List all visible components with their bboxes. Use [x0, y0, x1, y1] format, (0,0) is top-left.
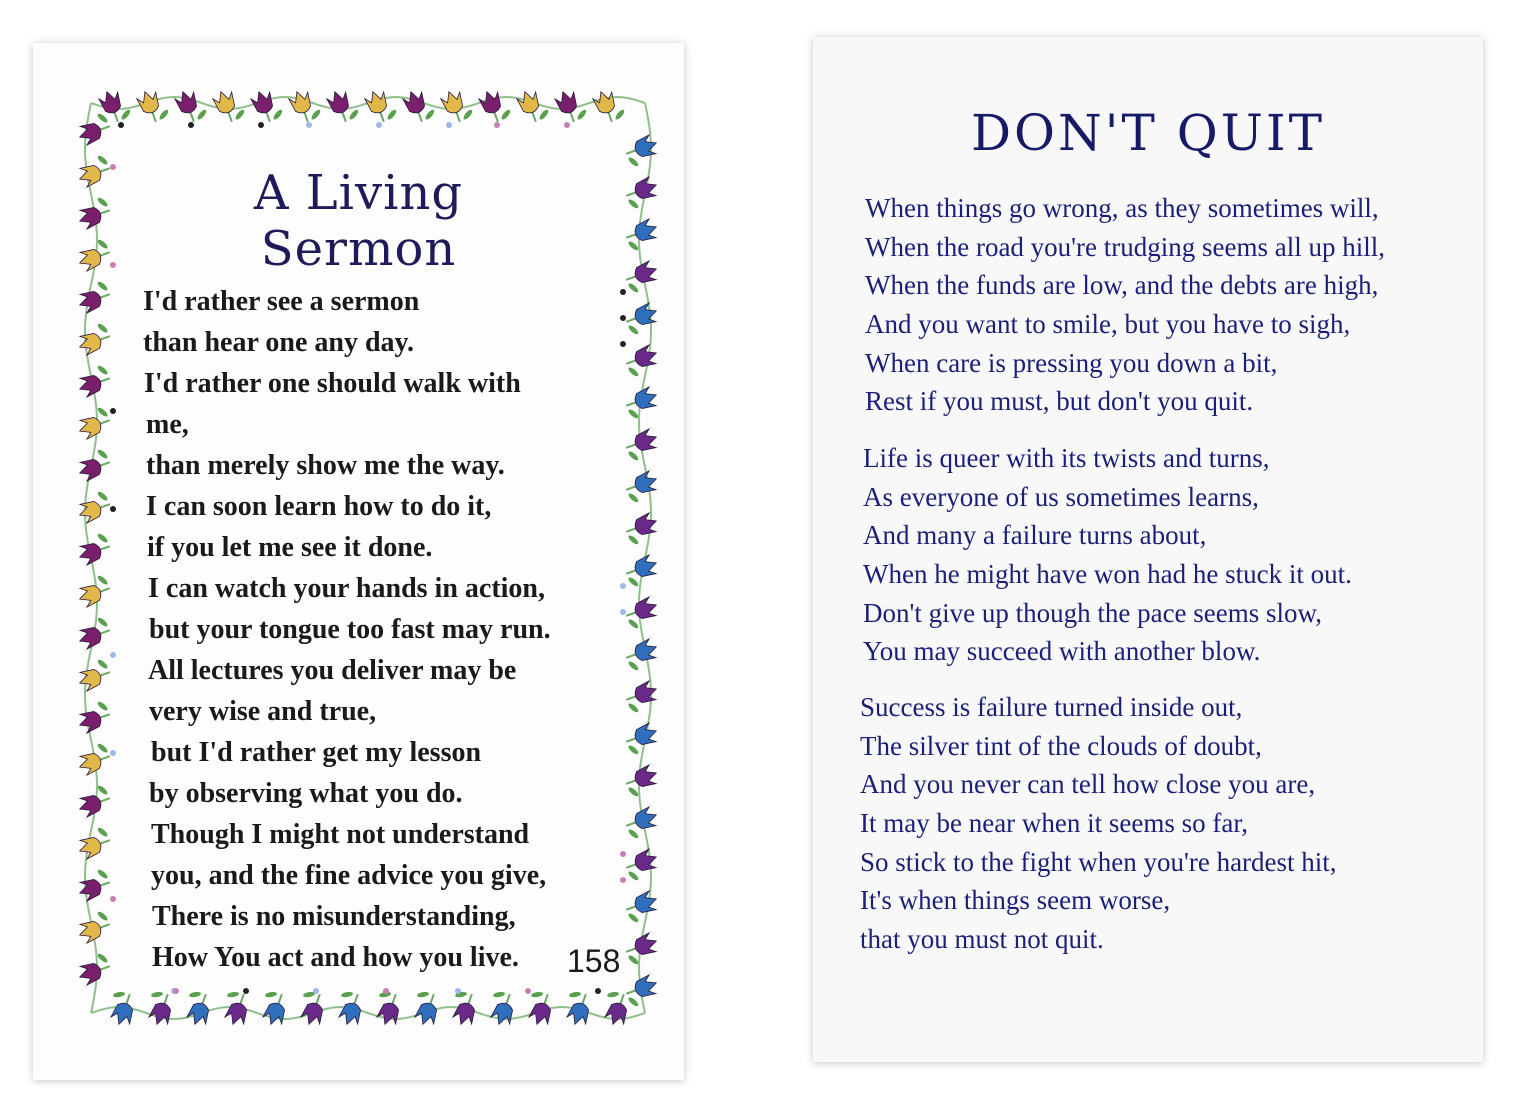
tulip-flower	[622, 511, 662, 547]
poem-line: All lectures you deliver may be	[148, 655, 517, 686]
tulip-flower	[211, 86, 247, 126]
left-card-title-line-1: A Living	[253, 165, 464, 221]
decorative-dot	[376, 122, 382, 128]
poem-line: very wise and true,	[149, 696, 377, 727]
decorative-dot	[313, 988, 319, 994]
poem-line: than hear one any day.	[143, 327, 414, 358]
stanza	[860, 688, 1337, 959]
poem-line: When the funds are low, and the debts are high,	[865, 270, 1379, 301]
poem-line: I'd rather one should walk with	[144, 368, 521, 399]
poem-line: I'd rather see a sermon	[143, 286, 420, 317]
decorative-dot	[110, 408, 116, 414]
poem-line: by observing what you do.	[149, 778, 463, 809]
decorative-dot	[243, 988, 249, 994]
dont-quit-card	[813, 37, 1483, 1062]
poem-line: So stick to the fight when you're hardest hit,	[860, 846, 1337, 877]
tulip-flower	[74, 488, 114, 524]
decorative-dot	[110, 896, 116, 902]
poem-line: you, and the fine advice you give,	[151, 860, 547, 891]
tulip-flower	[74, 110, 114, 146]
tulip-flower	[74, 530, 114, 566]
tulip-flower	[363, 86, 399, 126]
tulip-flower	[74, 614, 114, 650]
poem-line: I can soon learn how to do it,	[146, 491, 492, 522]
poem-line: Don't give up though the pace seems slow,	[863, 597, 1323, 628]
decorative-dot	[188, 122, 194, 128]
tulip-flower	[74, 950, 114, 986]
poem-line: When he might have won had he stuck it out.	[863, 559, 1352, 590]
tulip-flower	[622, 889, 662, 925]
tulip-flower	[591, 86, 627, 126]
tulip-flower	[622, 553, 662, 589]
poem-line: As everyone of us sometimes learns,	[863, 481, 1259, 512]
tulip-flower	[74, 866, 114, 902]
poem-line: When things go wrong, as they sometimes will,	[865, 193, 1379, 223]
tulip-flower	[74, 320, 114, 356]
poem-line: Success is failure turned inside out,	[860, 692, 1243, 722]
left-card-poem	[143, 281, 623, 978]
tulip-flower	[293, 987, 329, 1027]
poem-line: There is no misunderstanding,	[152, 901, 516, 932]
poem-line: And you never can tell how close you are,	[860, 769, 1316, 800]
tulip-flower	[141, 987, 177, 1027]
poem-line: It may be near when it seems so far,	[860, 808, 1249, 839]
tulip-flower	[622, 973, 662, 1009]
tulip-flower	[622, 805, 662, 841]
tulip-flower	[74, 782, 114, 818]
tulip-flower	[74, 740, 114, 776]
poem-line: Rest if you must, but don't you quit.	[865, 386, 1254, 417]
tulip-flower	[74, 278, 114, 314]
decorative-dot	[564, 122, 570, 128]
card-number: 158	[567, 943, 621, 979]
poem-line: I can watch your hands in action,	[148, 573, 546, 604]
tulip-flower	[622, 637, 662, 673]
poem-line: Life is queer with its twists and turns,	[863, 443, 1270, 473]
tulip-flower	[74, 698, 114, 734]
decorative-dot	[383, 988, 389, 994]
tulip-flower	[255, 987, 291, 1027]
stanza	[863, 439, 1352, 671]
tulip-flower	[622, 931, 662, 967]
decorative-dot	[258, 122, 264, 128]
poem-line: When care is pressing you down a bit,	[865, 347, 1278, 378]
tulip-flower	[622, 343, 662, 379]
decorative-dot	[525, 988, 531, 994]
poem-line: than merely show me the way.	[146, 450, 505, 481]
poem-line: When the road you're trudging seems all up hill,	[865, 231, 1385, 262]
tulip-flower	[249, 86, 285, 126]
tulip-flower	[179, 987, 215, 1027]
tulip-flower	[74, 362, 114, 398]
decorative-dot	[306, 122, 312, 128]
tulip-flower	[622, 469, 662, 505]
tulip-flower	[622, 679, 662, 715]
living-sermon-card	[33, 43, 684, 1080]
poem-line: me,	[146, 409, 189, 440]
tulip-flower	[622, 847, 662, 883]
poem-line: And you want to smile, but you have to sigh,	[865, 309, 1351, 340]
decorative-dot	[455, 988, 461, 994]
decorative-dot	[110, 652, 116, 658]
tulip-flower	[74, 656, 114, 692]
poem-line: if you let me see it done.	[147, 532, 433, 563]
stanza	[865, 189, 1385, 421]
tulip-flower	[135, 86, 171, 126]
tulip-flower	[74, 404, 114, 440]
right-card-title: DON'T QUIT	[970, 104, 1326, 162]
tulip-flower	[74, 908, 114, 944]
decorative-dot	[595, 988, 601, 994]
decorative-dot	[446, 122, 452, 128]
tulip-flower	[622, 385, 662, 421]
poem-line: It's when things seem worse,	[860, 885, 1171, 916]
tulip-flower	[74, 824, 114, 860]
poem-line: The silver tint of the clouds of doubt,	[860, 730, 1262, 761]
poem-line: Though I might not understand	[151, 819, 530, 850]
tulip-flower	[287, 86, 323, 126]
poem-line: that you must not quit.	[860, 924, 1104, 955]
tulip-flower	[173, 86, 209, 126]
poem-line: but your tongue too fast may run.	[149, 614, 551, 645]
poem-line: How You act and how you live.	[152, 942, 519, 973]
left-card-title-line-2: Sermon	[260, 221, 457, 277]
decorative-dot	[110, 506, 116, 512]
tulip-flower	[553, 86, 589, 126]
decorative-dot	[494, 122, 500, 128]
poem-line: You may succeed with another blow.	[863, 636, 1261, 667]
decorative-dot	[173, 988, 179, 994]
poem-line: And many a failure turns about,	[863, 520, 1207, 551]
tulip-flower	[622, 301, 662, 337]
tulip-flower	[483, 987, 519, 1027]
poem-line: but I'd rather get my lesson	[151, 737, 482, 768]
tulip-flower	[477, 86, 513, 126]
decorative-dot	[110, 750, 116, 756]
tulip-flower	[622, 763, 662, 799]
decorative-dot	[118, 122, 124, 128]
tulip-flower	[622, 427, 662, 463]
